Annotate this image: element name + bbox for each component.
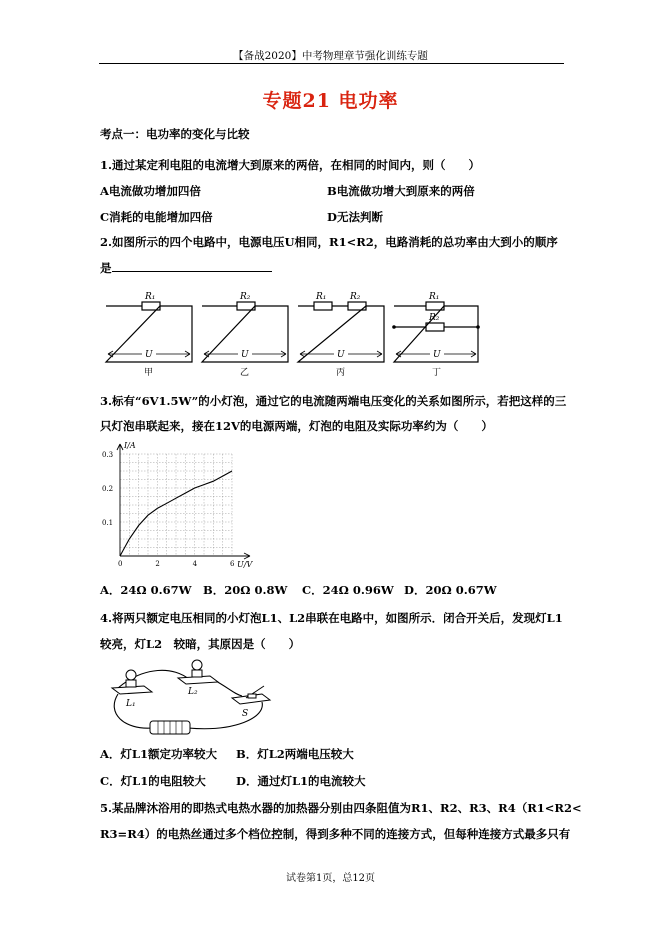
q4-stem-line2: 较亮，灯L2 较暗，其原因是（ ） [100,637,301,651]
circuit-bing-resistor-label-1: R₁ [316,292,327,302]
circuit-bing-voltage: U [337,350,345,360]
y-axis [117,444,123,556]
q3-stem-line1: 3.标有“6V1.5W”的小灯泡，通过它的电流随两端电压变化的关系如图所示，若把这样的三 [100,394,567,408]
q4-circuit-figure [104,658,274,738]
q3-stem-line2: 只灯泡串联起来，接在12V的电源两端，灯泡的电阻及实际功率约为（ ） [100,419,493,433]
lamp-l1 [112,670,152,694]
page-title: 专题21 电功率 [262,90,399,112]
circuit-ding-resistor-label-2: R₂ [429,313,440,323]
x-tick-label: 6 [230,560,235,568]
junction-dot [476,325,480,329]
q4-option-b: B．灯L2两端电压较大 [236,747,354,761]
q2-circuits-figure [104,284,482,380]
q4-option-c: C．灯L1的电阻较大 [100,774,206,788]
x-axis-label: U/V [237,560,253,569]
header-rule [99,63,564,64]
battery [150,721,190,734]
label-l1: L₁ [126,699,136,709]
page-header: 【备战2020】中考物理章节强化训练专题 [233,50,428,62]
circuit-yi-caption: 乙 [240,368,250,378]
q1-option-b: B电流做功增大到原来的两倍 [327,184,475,198]
q5-stem-line2: R3=R4）的电热丝通过多个档位控制，得到多种不同的连接方式，但每种连接方式最多只有 [100,827,571,841]
x-tick-label: 2 [155,560,160,568]
junction-dot [392,325,396,329]
q1-option-c: C消耗的电能增加四倍 [100,210,213,224]
q3-option-c: C．24Ω 0.96W [302,583,394,597]
q2-stem-line2: 是 [100,260,272,276]
page-footer: 试卷第1页，总12页 [285,873,376,884]
y-axis-label: I/A [124,441,136,450]
label-l2: L₂ [188,687,198,697]
circuit-jia-voltage: U [145,350,153,360]
circuit-jia-caption: 甲 [144,368,154,378]
q2-stem: 2.如图所示的四个电路中，电源电压U相同，R1<R2，电路消耗的总功率由大到小的顺序 [100,235,558,249]
q5-stem-line1: 5.某品牌沐浴用的即热式电热水器的加热器分别由四条阻值为R1、R2、R3、R4（R1<R2< [100,801,582,815]
y-tick-label: 0.3 [102,451,114,459]
x-tick-label: 4 [192,560,198,568]
y-tick-label: 0.1 [102,519,114,527]
switch [232,686,270,704]
resistor-r1 [314,302,332,310]
label-s: S [242,709,249,719]
x-axis [120,553,250,559]
circuit-yi-resistor-label: R₂ [240,292,251,302]
q3-option-d: D．20Ω 0.67W [404,583,497,597]
chart-grid [120,454,232,556]
resistor-r2 [426,323,444,331]
q3-iu-chart [100,436,260,570]
q1-option-a: A电流做功增加四倍 [100,184,201,198]
q4-option-d: D．通过灯L1的电流较大 [236,774,366,788]
circuit-ding-resistor-label-1: R₁ [429,292,440,302]
section-heading: 考点一：电功率的变化与比较 [100,127,250,141]
chart-axes [117,444,250,559]
q3-option-b: B．20Ω 0.8W [203,583,288,597]
q4-stem-line1: 4.将两只额定电压相同的小灯泡L1、L2串联在电路中，如图所示．闭合开关后，发现灯L1 [100,611,563,625]
series-line [120,471,232,556]
circuit-ding-voltage: U [433,350,441,360]
circuit-ding-caption: 丁 [432,368,442,378]
q3-option-a: A．24Ω 0.67W [100,583,192,597]
circuit-bing-resistor-label-2: R₂ [350,292,361,302]
lamp-l2 [178,660,218,684]
circuit-bing-caption: 丙 [336,368,346,378]
q1-stem: 1.通过某定利电阻的电流增大到原来的两倍，在相同的时间内，则（ ） [100,158,481,172]
q1-option-d: D无法判断 [327,210,383,224]
q4-option-a: A．灯L1额定功率较大 [100,747,218,761]
circuit-yi-voltage: U [241,350,249,360]
x-tick-label: 0 [118,560,123,568]
circuit-jia-resistor-label: R₁ [145,292,156,302]
answer-blank [112,261,272,272]
y-tick-label: 0.2 [102,485,114,493]
